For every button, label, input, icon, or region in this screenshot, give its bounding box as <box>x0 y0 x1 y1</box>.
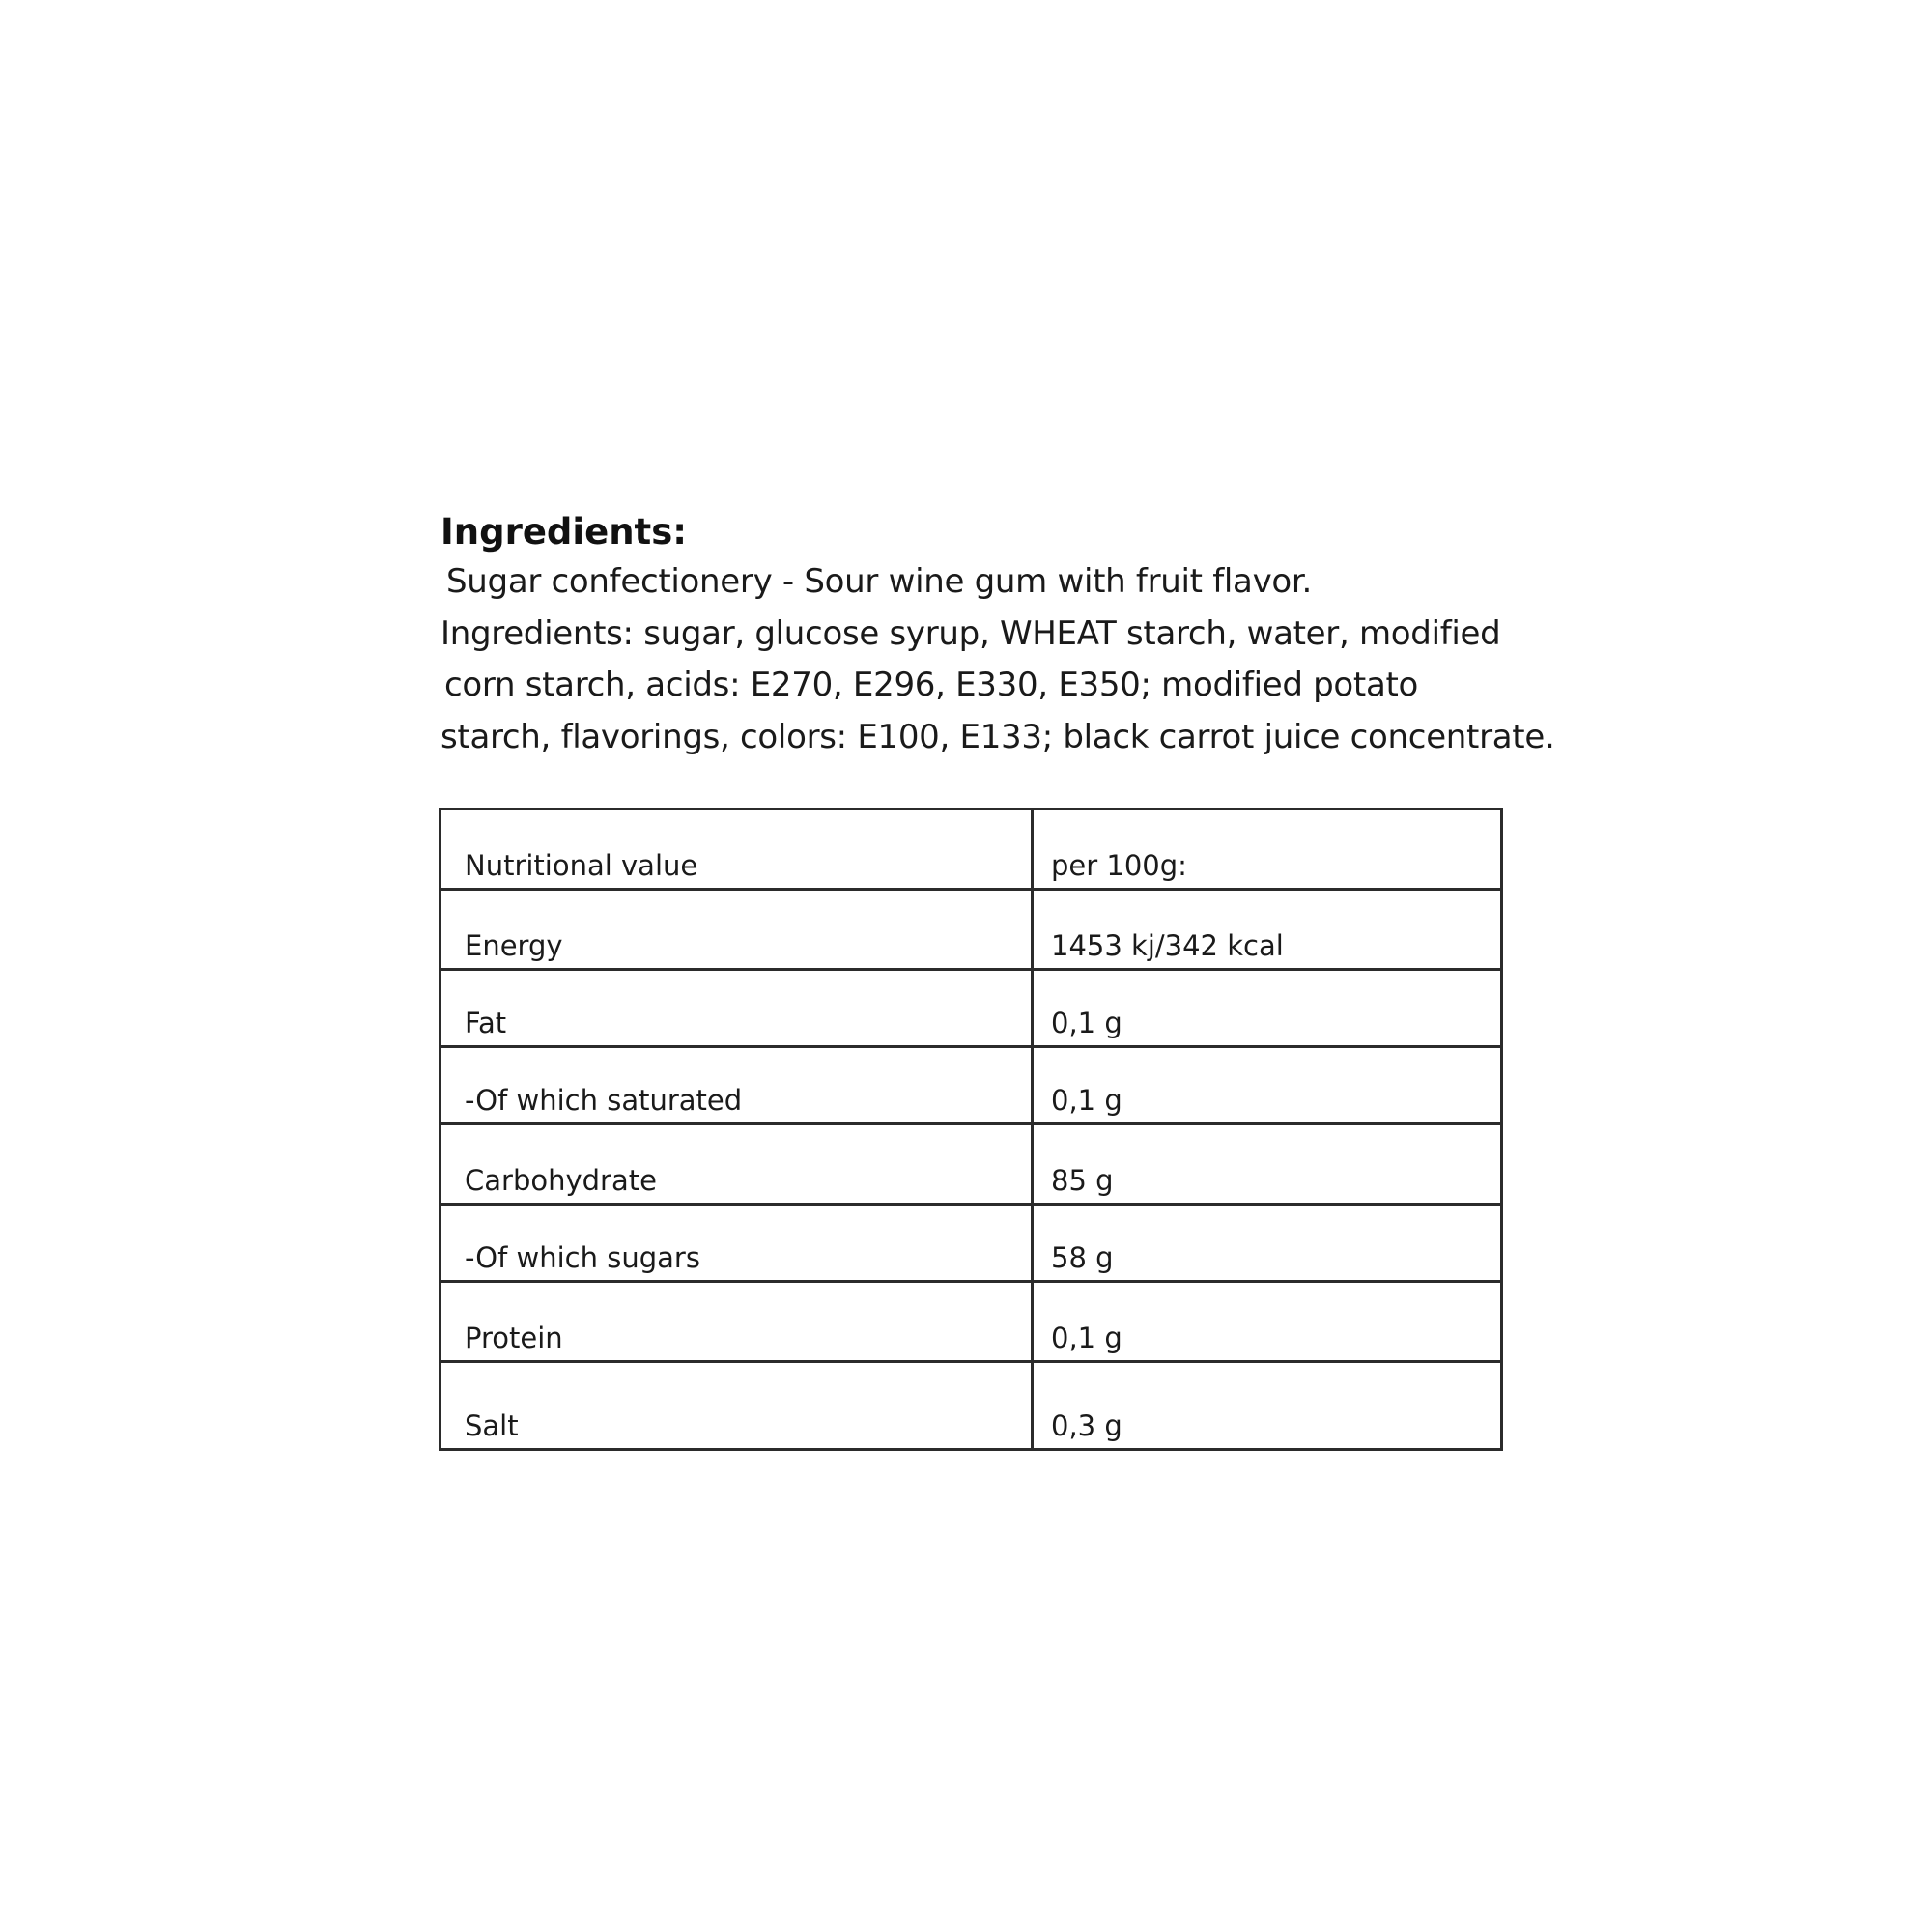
nutrition-table <box>439 808 1503 1451</box>
nutrient-value-salt: 0,3 g <box>1033 1362 1502 1450</box>
nutrient-label-protein: Protein <box>440 1282 1033 1362</box>
nutrient-value-energy: 1453 kj/342 kcal <box>1033 890 1502 970</box>
ingredients-line: corn starch, acids: E270, E296, E330, E350; modified potato <box>444 666 1419 704</box>
ingredients-line: Ingredients: sugar, glucose syrup, WHEAT starch, water, modified <box>440 613 1501 653</box>
nutrition-header-row <box>440 810 1502 890</box>
nutrient-label-sugars: -Of which sugars <box>440 1205 1033 1282</box>
nutrition-header-label: Nutritional value <box>440 810 1033 890</box>
nutrient-label-saturated: -Of which saturated <box>440 1047 1033 1124</box>
nutrient-label-fat: Fat <box>440 970 1033 1047</box>
table-row <box>440 1205 1502 1282</box>
nutrient-value-fat: 0,1 g <box>1033 970 1502 1047</box>
table-row <box>440 890 1502 970</box>
nutrient-value-protein: 0,1 g <box>1033 1282 1502 1362</box>
nutrient-value-carbohydrate: 85 g <box>1033 1124 1502 1205</box>
nutrition-header-value: per 100g: <box>1033 810 1502 890</box>
nutrient-label-salt: Salt <box>440 1362 1033 1450</box>
nutrient-value-sugars: 58 g <box>1033 1205 1502 1282</box>
nutrient-value-saturated: 0,1 g <box>1033 1047 1502 1124</box>
nutrient-label-energy: Energy <box>440 890 1033 970</box>
table-row <box>440 1047 1502 1124</box>
nutrient-label-carbohydrate: Carbohydrate <box>440 1124 1033 1205</box>
table-row <box>440 1124 1502 1205</box>
table-row <box>440 970 1502 1047</box>
table-row <box>440 1362 1502 1450</box>
ingredients-section <box>440 508 1555 763</box>
table-row <box>440 1282 1502 1362</box>
ingredients-line: Sugar confectionery - Sour wine gum with fruit flavor. <box>446 562 1312 601</box>
ingredients-line: starch, flavorings, colors: E100, E133; black carrot juice concentrate. <box>440 717 1555 756</box>
ingredients-heading: Ingredients: <box>440 511 688 553</box>
